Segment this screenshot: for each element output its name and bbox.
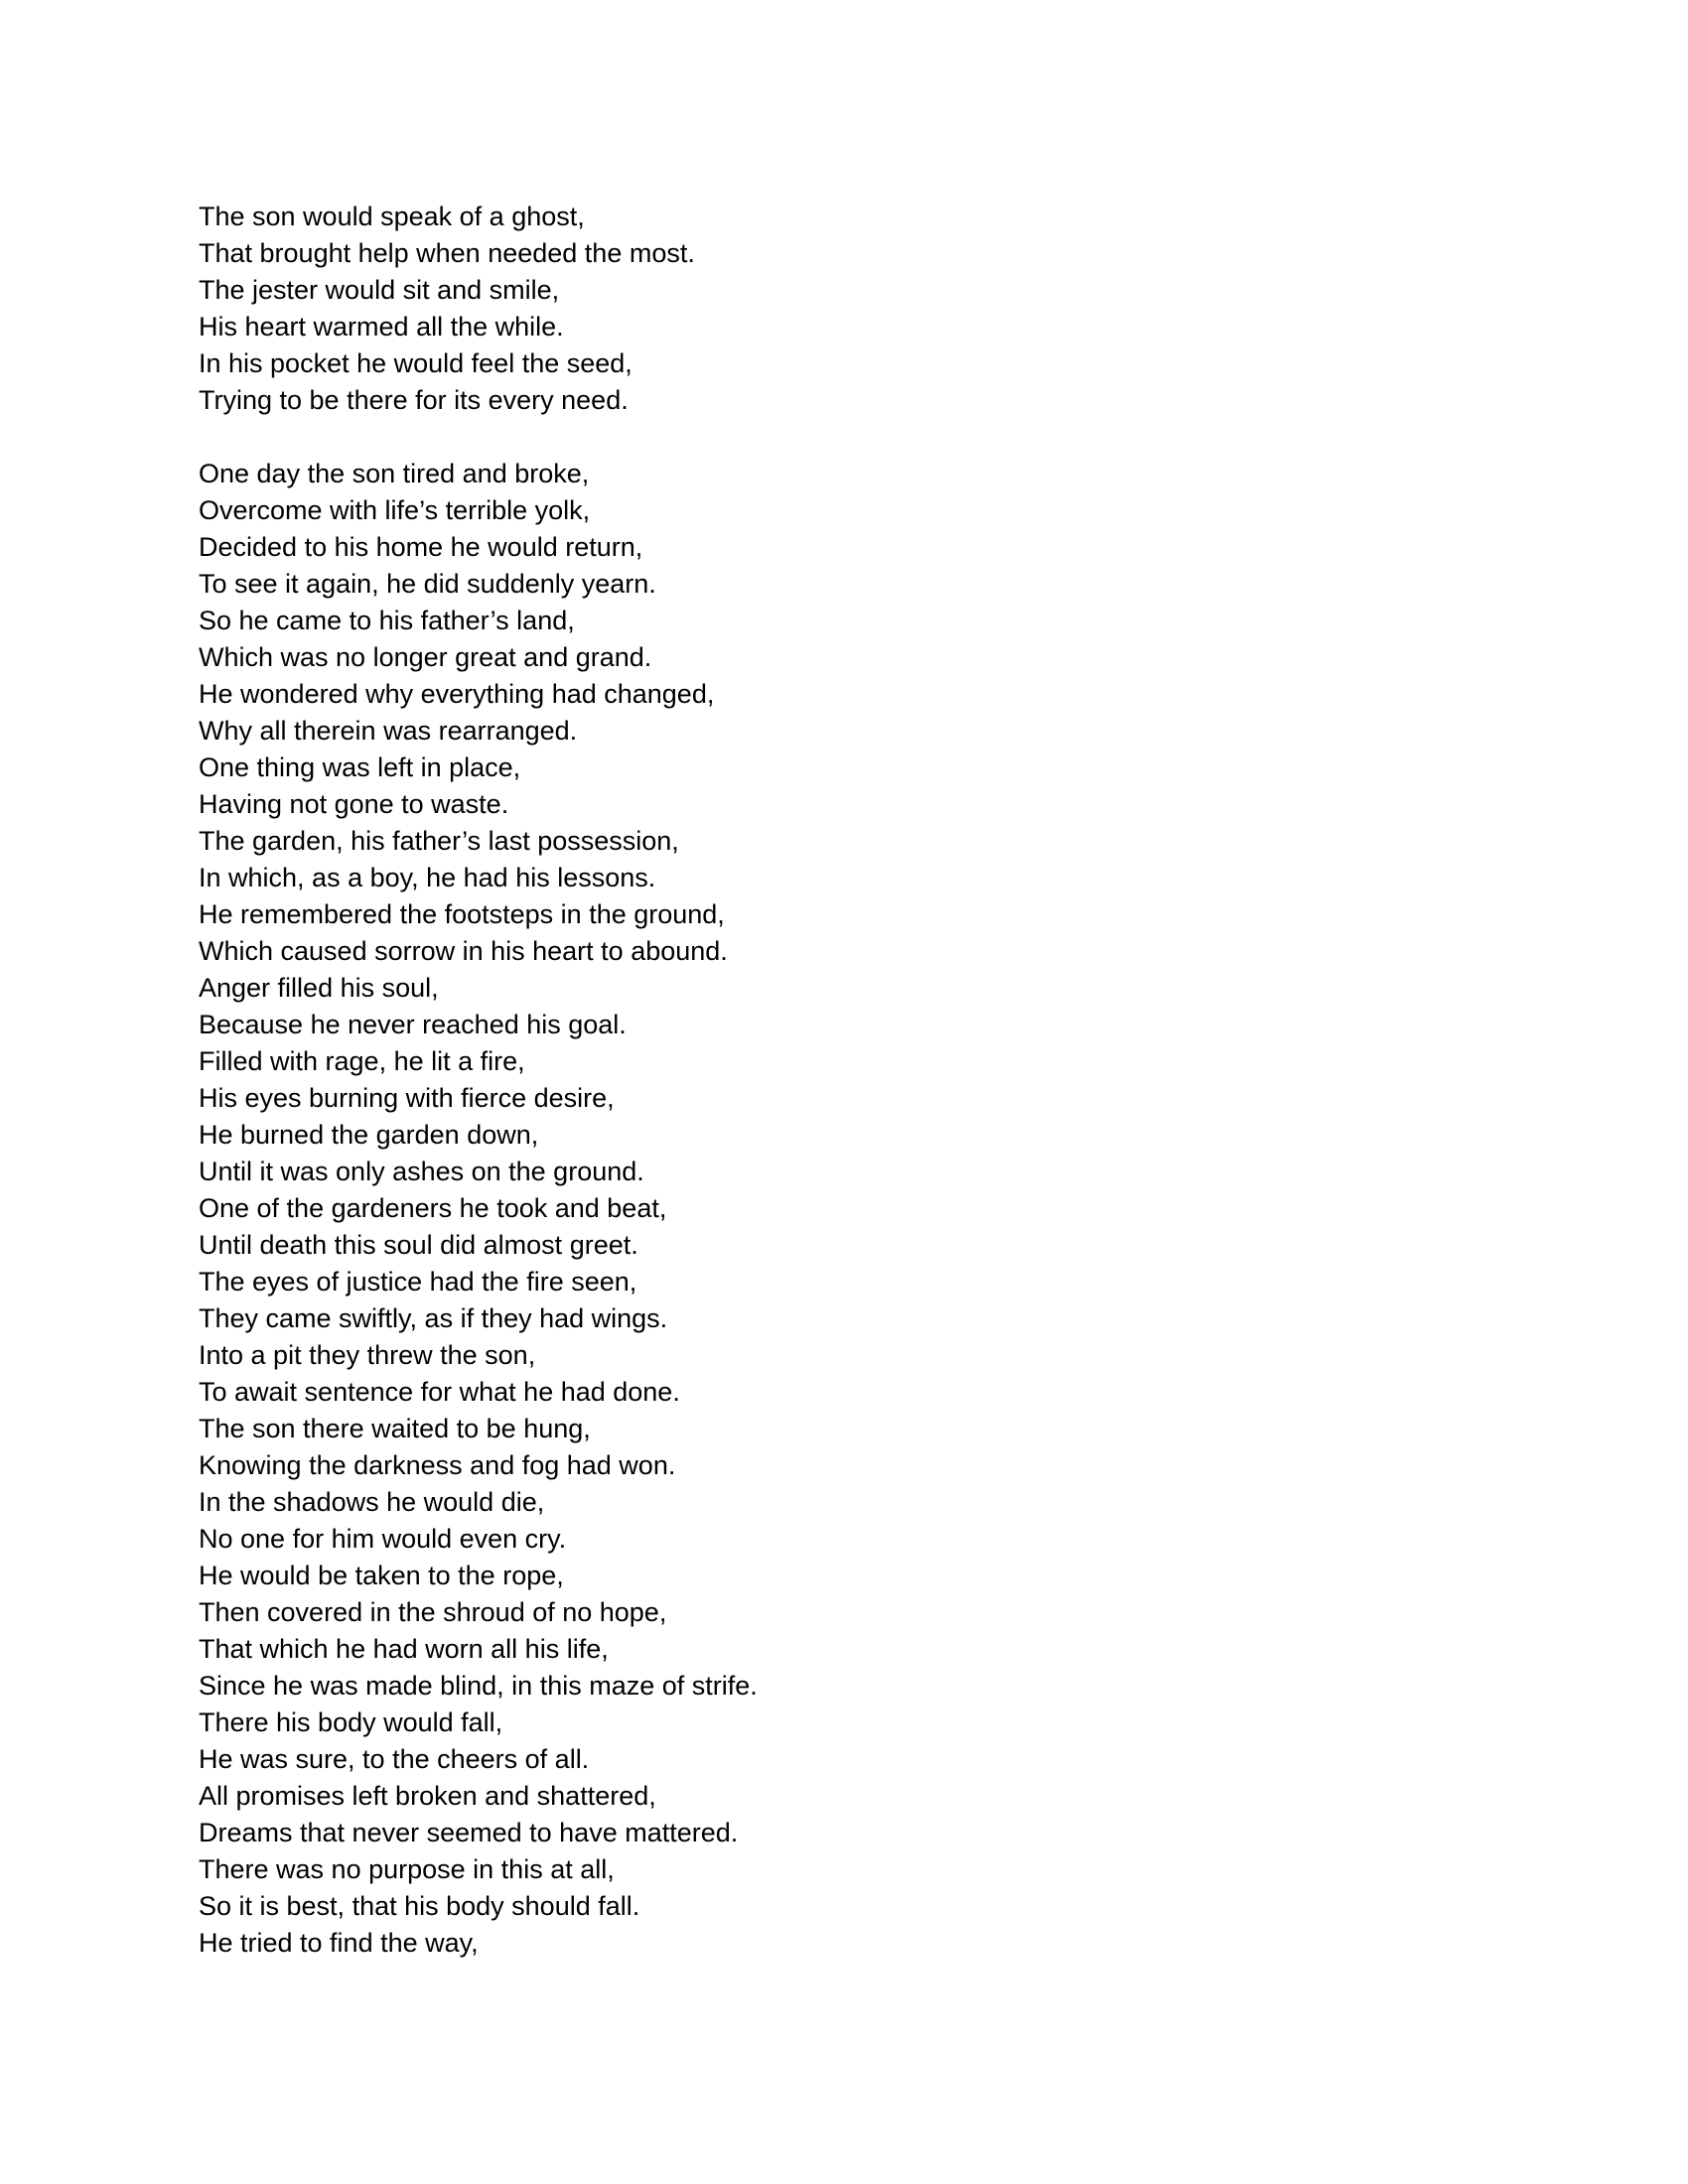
poem-line: Which caused sorrow in his heart to abound. <box>199 936 728 966</box>
poem-line: He wondered why everything had changed, <box>199 679 715 709</box>
poem-line: He would be taken to the rope, <box>199 1561 564 1590</box>
poem-line: There was no purpose in this at all, <box>199 1854 615 1884</box>
poem-line: One day the son tired and broke, <box>199 459 590 488</box>
poem-line: To see it again, he did suddenly yearn. <box>199 569 656 599</box>
poem-line: Until death this soul did almost greet. <box>199 1230 638 1260</box>
poem-line: He remembered the footsteps in the ground, <box>199 899 725 929</box>
poem-line: To await sentence for what he had done. <box>199 1377 680 1407</box>
poem-line: His eyes burning with fierce desire, <box>199 1083 615 1113</box>
poem-line: In the shadows he would die, <box>199 1487 545 1517</box>
poem-line: They came swiftly, as if they had wings. <box>199 1303 668 1333</box>
poem-line: In his pocket he would feel the seed, <box>199 348 633 378</box>
poem-line: Then covered in the shroud of no hope, <box>199 1597 667 1627</box>
poem-line: That brought help when needed the most. <box>199 238 695 268</box>
poem-line: He tried to find the way, <box>199 1928 479 1958</box>
poem-line: He burned the garden down, <box>199 1120 539 1150</box>
poem-line: Dreams that never seemed to have mattered. <box>199 1818 739 1847</box>
poem-line: Because he never reached his goal. <box>199 1010 627 1039</box>
poem-line: That which he had worn all his life, <box>199 1634 609 1664</box>
poem-line: Anger filled his soul, <box>199 973 439 1003</box>
poem-line: Why all therein was rearranged. <box>199 716 578 746</box>
poem-line: All promises left broken and shattered, <box>199 1781 656 1811</box>
poem-line: There his body would fall, <box>199 1707 503 1737</box>
poem-line: The garden, his father’s last possession, <box>199 826 679 856</box>
poem-line: The jester would sit and smile, <box>199 275 560 305</box>
poem-line: Trying to be there for its every need. <box>199 385 629 415</box>
stanza-2 <box>199 456 1489 1962</box>
stanza-1 <box>199 199 1489 419</box>
poem-line: Having not gone to waste. <box>199 789 509 819</box>
poem-line: The eyes of justice had the fire seen, <box>199 1267 637 1297</box>
poem-line: In which, as a boy, he had his lessons. <box>199 863 656 892</box>
poem-body <box>199 199 1489 1962</box>
poem-line: He was sure, to the cheers of all. <box>199 1744 590 1774</box>
poem-line: So it is best, that his body should fall. <box>199 1891 640 1921</box>
poem-line: His heart warmed all the while. <box>199 312 564 341</box>
poem-line: Until it was only ashes on the ground. <box>199 1157 644 1186</box>
poem-line: Filled with rage, he lit a fire, <box>199 1046 525 1076</box>
poem-line: Decided to his home he would return, <box>199 532 643 562</box>
poem-line: Since he was made blind, in this maze of strife. <box>199 1671 758 1701</box>
poem-line: Into a pit they threw the son, <box>199 1340 536 1370</box>
poem-line: Knowing the darkness and fog had won. <box>199 1450 676 1480</box>
poem-line: The son there waited to be hung, <box>199 1414 591 1443</box>
poem-line: One thing was left in place, <box>199 752 521 782</box>
poem-line: The son would speak of a ghost, <box>199 202 585 231</box>
poem-line: So he came to his father’s land, <box>199 606 575 635</box>
poem-line: Overcome with life’s terrible yolk, <box>199 495 591 525</box>
poem-line: No one for him would even cry. <box>199 1524 567 1554</box>
poem-line: Which was no longer great and grand. <box>199 642 652 672</box>
poem-line: One of the gardeners he took and beat, <box>199 1193 667 1223</box>
